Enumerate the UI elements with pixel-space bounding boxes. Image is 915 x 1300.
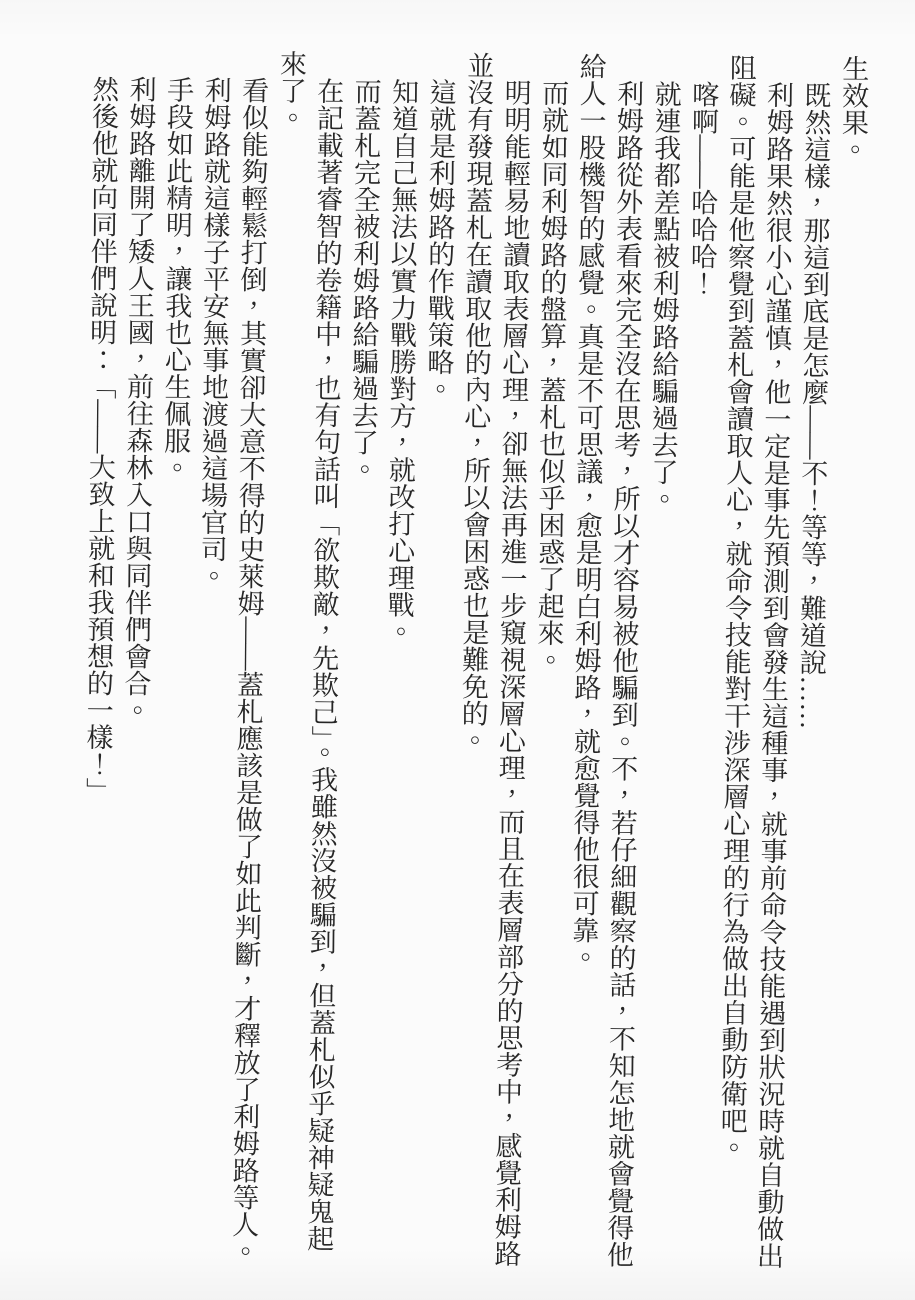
paragraph: 明明能輕易地讀取表層心理，卻無法再進一步窺視深層心理，而且在表層部分的思考中，感覺利姆路並沒有發現蓋札在讀取他的內心，所以會困惑也是難免的。: [456, 51, 531, 1267]
paragraph: 而就如同利姆路的盤算，蓋札也似乎困惑了起來。: [532, 79, 568, 674]
paragraph: 然後他就向同伴們說明：「——大致上就和我預想的一樣！」: [81, 75, 118, 805]
paragraph: 看似能夠輕鬆打倒，其實卻大意不得的史萊姆——蓋札應該是做了如此判斷，才釋放了利姆路等人。: [227, 76, 268, 1265]
paragraph: 利姆路離開了矮人王國，前往森林入口與同伴們會合。: [119, 75, 156, 724]
paragraph: 在記載著睿智的卷籍中，也有句話叫「欲欺敵，先欺己」。我雖然沒被騙到，但蓋札似乎疑神疑鬼起來了。: [274, 49, 343, 1252]
paragraph: 就連我都差點被利姆路給騙過去了。: [646, 80, 681, 513]
paragraph: 喀啊——哈哈哈！: [685, 80, 718, 297]
paragraph: 知道自己無法以實力戰勝對方，就改打心理戰。: [382, 77, 418, 646]
paragraph: 手段如此精明，讓我也心生佩服。: [159, 75, 193, 482]
paragraph: 生效果。: [837, 54, 869, 163]
paragraph: 利姆路就這樣子平安無事地渡過這場官司。: [195, 76, 231, 590]
paragraph: 這就是利姆路的作戰策略。: [422, 78, 456, 403]
paragraph: 而蓋札完全被利姆路給騙過去了。: [346, 77, 381, 483]
text-block: [73, 48, 871, 1271]
paragraph: 利姆路從外表看來完全沒在思考，所以才容易被他騙到。不，若仔細觀察的話，不知怎地就會覺得他給人一股機智的感覺。真是不可思議，愈是明白利姆路，就愈覺得他很可靠。: [567, 52, 643, 1268]
paragraph: 既然這樣，那這到底是怎麼——不！等等，難道說……: [794, 81, 831, 730]
paragraph: 利姆路果然很小心謹慎，他一定是事先預測到會發生這種事，就事前命令技能遇到狀況時就自動做出阻礙。可能是他察覺到蓋札會讀取人心，就命令技能對干涉深層心理的行為做出自動防衛吧。: [715, 53, 793, 1270]
